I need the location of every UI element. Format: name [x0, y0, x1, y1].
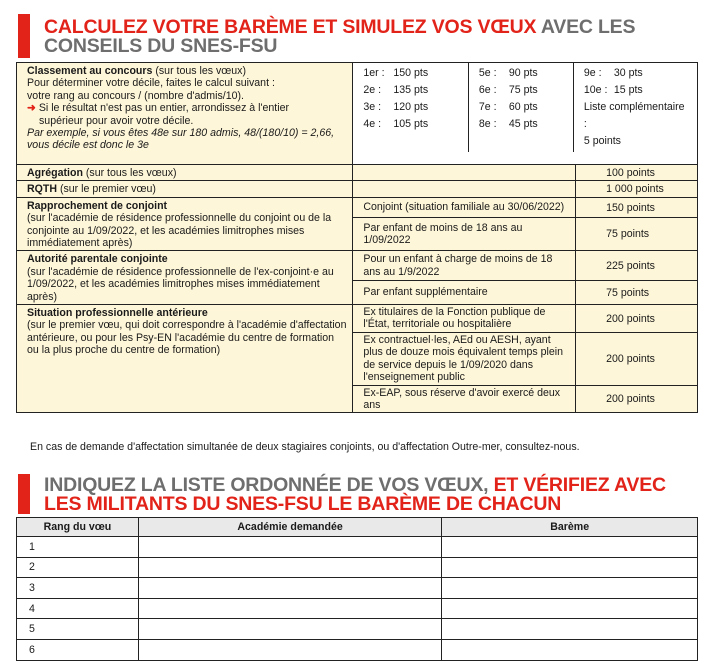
header-bareme: Barème	[442, 518, 698, 537]
voeu-rank: 2	[17, 557, 139, 578]
bareme-cell[interactable]	[442, 537, 698, 558]
voeu-row	[17, 578, 698, 599]
academie-cell[interactable]	[138, 619, 442, 640]
section1-accent-bar	[18, 14, 30, 58]
arrow-right-icon: ➜	[27, 102, 36, 115]
voeu-rank: 3	[17, 578, 139, 599]
decile-item: 4e : 105 pts	[363, 118, 429, 130]
complementaire-label: Liste complémentaire :	[583, 101, 685, 130]
bareme-cell[interactable]	[442, 598, 698, 619]
bareme-cell[interactable]	[442, 619, 698, 640]
academie-cell[interactable]	[138, 578, 442, 599]
header-academie: Académie demandée	[138, 518, 442, 537]
footnote: En cas de demande d'affectation simultanée de deux stagiaires conjoints, ou d'affectation Outre-mer, consultez-nous.	[30, 441, 580, 453]
bareme-cell[interactable]	[442, 557, 698, 578]
situation-row: Situation professionnelle antérieure (sur le premier vœu, qui doit correspondre à l'académie d'affectation antérieure, ou pour les Psy-EN l'académie du centre de formation ou la plus proche du centre de formation) Ex titulaires de la Fonction publique de l'État, territoriale ou hospitalière 200 points	[17, 305, 698, 333]
voeu-row	[17, 537, 698, 558]
decile-item: 10e : 15 pts	[583, 84, 643, 96]
section2-title: INDIQUEZ LA LISTE ORDONNÉE DE VOS VŒUX, ET VÉRIFIEZ AVEC LES MILITANTS DU SNES-FSU LE BARÈME DE CHACUN	[44, 474, 666, 515]
academie-cell[interactable]	[138, 537, 442, 558]
decile-item: 9e : 30 pts	[583, 67, 643, 79]
voeu-rank: 1	[17, 537, 139, 558]
rapprochement-row: Rapprochement de conjoint (sur l'académie de résidence professionnelle du conjoint ou de la conjointe au 1/09/2022, et les académies limitrophes mises immédiatement après) Conjoint (situation familiale au 30/06/2022) 150 points	[17, 197, 698, 217]
decile-item: 8e : 45 pts	[478, 118, 538, 130]
academie-cell[interactable]	[138, 598, 442, 619]
voeu-row	[17, 619, 698, 640]
complementaire-points: 5 points	[583, 135, 621, 147]
classement-row	[17, 63, 698, 165]
rapprochement-row: Par enfant de moins de 18 ans au 1/09/2022 75 points	[17, 217, 698, 251]
situation-row: Ex-EAP, sous réserve d'avoir exercé deux ans 200 points	[17, 385, 698, 413]
bareme-cell[interactable]	[442, 578, 698, 599]
voeu-row	[17, 598, 698, 619]
decile-item: 3e : 120 pts	[363, 101, 429, 113]
section1-title: CALCULEZ VOTRE BARÈME ET SIMULEZ VOS VŒUX AVEC LES CONSEILS DU SNES-FSU	[44, 16, 636, 57]
decile-grid	[353, 63, 698, 165]
voeu-rank: 6	[17, 639, 139, 660]
autorite-row: Autorité parentale conjointe (sur l'académie de résidence professionnelle de l'ex-conjoint·e au 1/09/2022, et les académies limitrophes mises immédiatement après) Pour un enfant à charge de moins de 18 ans au 1/9/2022 225 points	[17, 251, 698, 281]
agregation-row: Agrégation (sur tous les vœux) 100 points	[17, 165, 698, 181]
bareme-table	[16, 62, 698, 413]
classement-desc: Classement au concours (sur tous les vœux) Pour déterminer votre décile, faites le calcul suivant : votre rang au concours / (nombre d'admis/10). ➜ Si le résultat n'est pas un entier, arrondissez à l'entier supérieur pour avoir votre décile. Par exemple, si vous êtes 48e sur 180 admis, 48/(180/10) = 2,66, vous décile est donc le 3e	[17, 63, 353, 165]
voeux-table	[16, 517, 698, 661]
decile-item: 7e : 60 pts	[478, 101, 538, 113]
rqth-row: RQTH (sur le premier vœu) 1 000 points	[17, 181, 698, 197]
decile-table	[353, 63, 697, 152]
voeu-rank: 5	[17, 619, 139, 640]
decile-item: 1er : 150 pts	[363, 67, 429, 79]
voeu-row	[17, 557, 698, 578]
bareme-cell[interactable]	[442, 639, 698, 660]
academie-cell[interactable]	[138, 639, 442, 660]
voeu-rank: 4	[17, 598, 139, 619]
section2-accent-bar	[18, 474, 30, 514]
decile-item: 2e : 135 pts	[363, 84, 429, 96]
decile-item: 6e : 75 pts	[478, 84, 538, 96]
decile-item: 5e : 90 pts	[478, 67, 538, 79]
voeu-row	[17, 639, 698, 660]
academie-cell[interactable]	[138, 557, 442, 578]
autorite-row: Par enfant supplémentaire 75 points	[17, 281, 698, 305]
header-rang: Rang du vœu	[17, 518, 139, 537]
situation-row: Ex contractuel·les, AEd ou AESH, ayant plus de douze mois équivalent temps plein de service depuis le 1/09/2020 dans l'enseignement public 200 points	[17, 332, 698, 385]
